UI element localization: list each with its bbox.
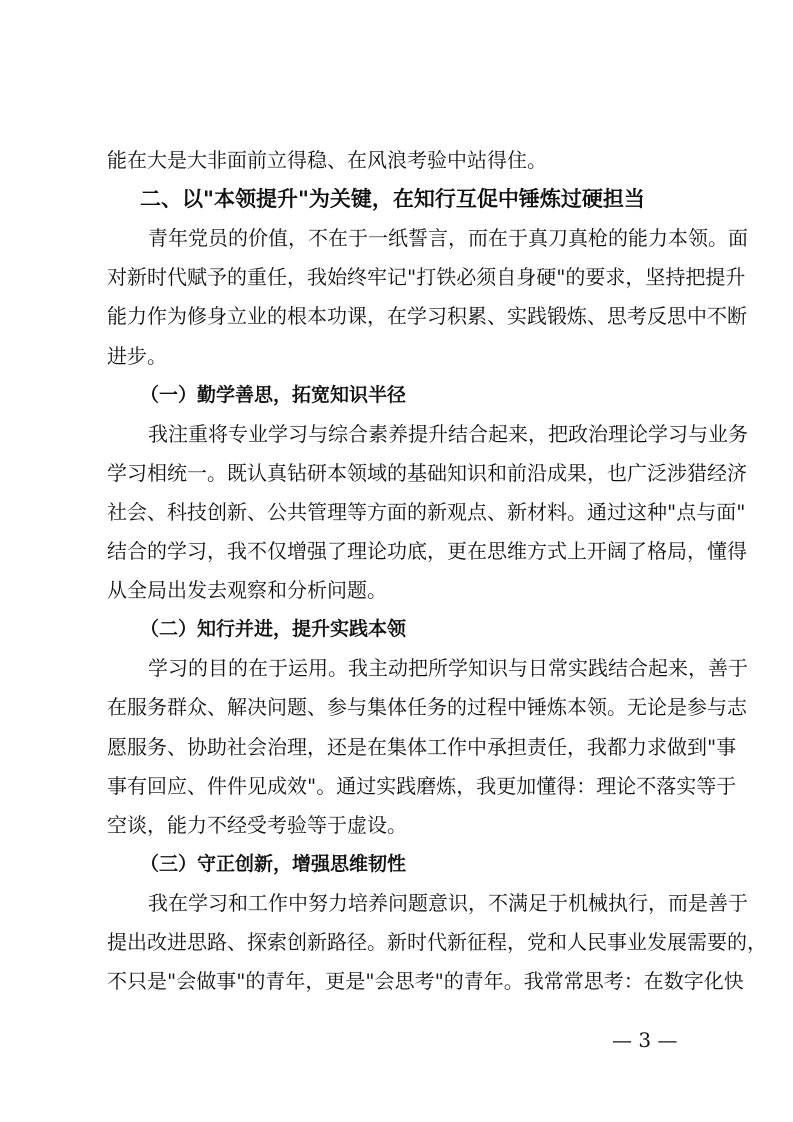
page-number: — 3 — <box>612 1028 678 1052</box>
subsection-heading: （二）知行并进，提升实践本领 <box>140 618 407 640</box>
paragraph-line: 从全局出发去观察和分析问题。 <box>107 578 387 602</box>
paragraph-line: 空谈，能力不经受考验等于虚设。 <box>107 813 407 837</box>
paragraph-line: 我注重将专业学习与综合素养提升结合起来，把政治理论学习与业务 <box>148 422 748 446</box>
subsection-heading: （三）守正创新，增强思维韧性 <box>140 853 407 875</box>
paragraph-line: 学习的目的在于运用。我主动把所学知识与日常实践结合起来，善于 <box>148 656 748 680</box>
paragraph-line: 事有回应、件件见成效"。通过实践磨炼，我更加懂得：理论不落实等于 <box>107 774 737 798</box>
paragraph-line: 社会、科技创新、公共管理等方面的新观点、新材料。通过这种"点与面" <box>107 500 746 524</box>
paragraph-line: 愿服务、协助社会治理，还是在集体工作中承担责任，我都力求做到"事 <box>107 735 737 759</box>
subsection-heading: （一）勤学善思，拓宽知识半径 <box>140 384 407 406</box>
paragraph-line: 进步。 <box>107 344 167 368</box>
paragraph-line: 能在大是大非面前立得稳、在风浪考验中站得住。 <box>107 148 547 172</box>
paragraph-line: 在服务群众、解决问题、参与集体任务的过程中锤炼本领。无论是参与志 <box>107 695 747 719</box>
paragraph-line: 能力作为修身立业的根本功课，在学习积累、实践锻炼、思考反思中不断 <box>107 304 747 328</box>
paragraph-line: 青年党员的价值，不在于一纸誓言，而在于真刀真枪的能力本领。面 <box>148 226 748 250</box>
paragraph-line: 提出改进思路、探索创新路径。新时代新征程，党和人民事业发展需要的， <box>107 930 767 954</box>
paragraph-line: 结合的学习，我不仅增强了理论功底，更在思维方式上开阔了格局，懂得 <box>107 539 747 563</box>
paragraph-line: 我在学习和工作中努力培养问题意识，不满足于机械执行，而是善于 <box>148 891 748 915</box>
paragraph-line: 学习相统一。既认真钻研本领域的基础知识和前沿成果，也广泛涉猎经济 <box>107 461 747 485</box>
paragraph-line: 不只是"会做事"的青年，更是"会思考"的青年。我常常思考：在数字化快 <box>107 969 744 993</box>
section-heading: 二、以"本领提升"为关键，在知行互促中锤炼过硬担当 <box>140 187 645 211</box>
paragraph-line: 对新时代赋予的重任，我始终牢记"打铁必须自身硬"的要求，坚持把提升 <box>107 265 746 289</box>
